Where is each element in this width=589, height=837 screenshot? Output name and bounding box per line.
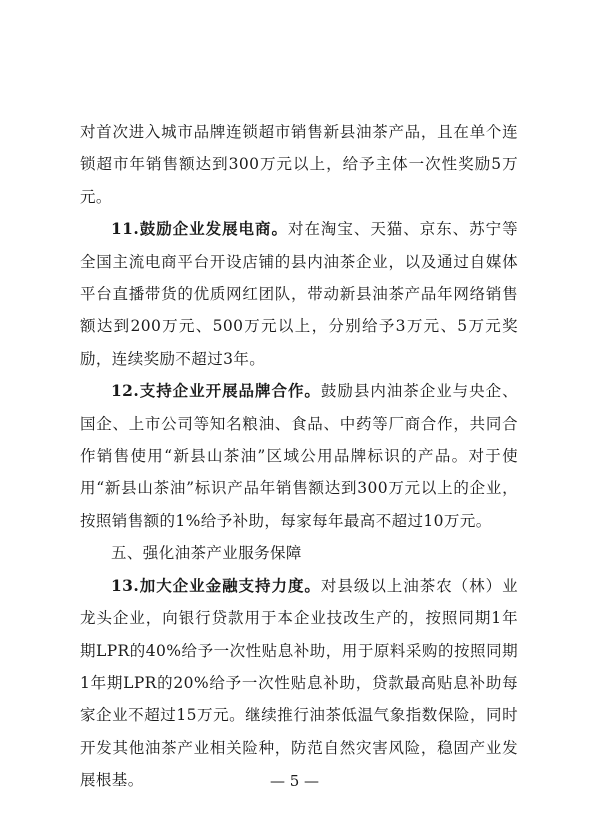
- item-12-heading: 12.支持企业开展品牌合作。: [111, 381, 321, 401]
- document-body: [80, 116, 518, 797]
- paragraph-item-13: [80, 570, 518, 797]
- paragraph-continuation: [80, 116, 518, 213]
- section-heading-5: 五、强化油茶产业服务保障: [111, 544, 302, 563]
- paragraph-item-12: [80, 375, 518, 537]
- item-13-body: 对县级以上油茶农（林）业龙头企业，向银行贷款用于本企业技改生产的，按照同期1年期LPR的40%给予一次性贴息补助，用于原料采购的按照同期1年期LPR的20%给予一次性贴息补助，贷款最高贴息补助每家企业不超过15万元。继续推行油茶低温气象指数保险，同时开发其他油茶产业相关险种，防范自然灾害风险，稳固产业发展根基。: [80, 576, 518, 790]
- item-11-body: 对在淘宝、天猫、京东、苏宁等全国主流电商平台开设店铺的县内油茶企业，以及通过自媒体平台直播带货的优质网红团队，带动新县油茶产品年网络销售额达到200万元、500万元以上，分别给予3万元、5万元奖励，连续奖励不超过3年。: [80, 220, 518, 368]
- page-number: — 5 —: [269, 772, 320, 790]
- item-11-heading: 11.鼓励企业发展电商。: [111, 219, 288, 239]
- paragraph-text: 对首次进入城市品牌连锁超市销售新县油茶产品，且在单个连锁超市年销售额达到300万元以上，给予主体一次性奖励5万元。: [80, 123, 518, 206]
- paragraph-item-11: [80, 213, 518, 375]
- item-12-body: 鼓励县内油茶企业与央企、国企、上市公司等知名粮油、食品、中药等厂商合作，共同合作销售使用“新县山茶油”区域公用品牌标识的产品。对于使用“新县山茶油”标识产品年销售额达到300万元以上的企业，按照销售额的1%给予补助，每家每年最高不超过10万元。: [80, 382, 518, 530]
- item-13-heading: 13.加大企业金融支持力度。: [111, 575, 321, 595]
